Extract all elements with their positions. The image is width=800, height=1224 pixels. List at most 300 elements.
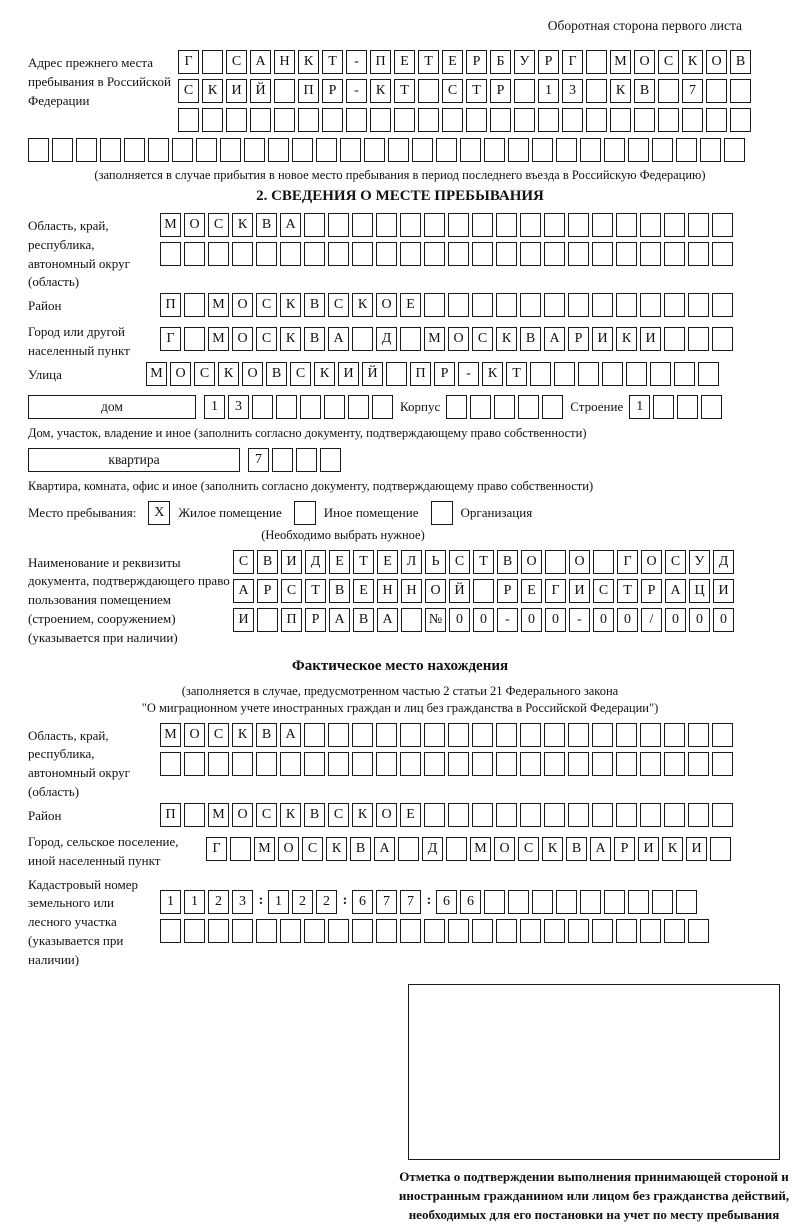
empty-cell xyxy=(616,723,637,747)
empty-cell xyxy=(496,293,517,317)
factual-note-1: (заполняется в случае, предусмотренном частью 2 статьи 21 Федерального закона xyxy=(181,683,619,698)
empty-cell xyxy=(202,108,223,132)
empty-cell xyxy=(592,919,613,943)
char-cell: Р xyxy=(322,79,343,103)
oblast-row-2 xyxy=(160,242,736,266)
empty-cell xyxy=(490,108,511,132)
empty-cell xyxy=(604,890,625,914)
kadastr-row-2 xyxy=(160,919,712,943)
empty-cell xyxy=(677,395,698,419)
char-cell: А xyxy=(280,213,301,237)
empty-cell xyxy=(586,79,607,103)
empty-cell xyxy=(296,448,317,472)
doc-rows xyxy=(233,550,737,637)
prev-address-row-4 xyxy=(28,138,772,162)
prev-address-row-2 xyxy=(178,79,754,103)
empty-cell xyxy=(220,138,241,162)
empty-cell xyxy=(76,138,97,162)
confirmation-stamp-box xyxy=(408,984,780,1160)
char-cell: М xyxy=(470,837,491,861)
char-cell: В xyxy=(634,79,655,103)
char-cell: Т xyxy=(305,579,326,603)
char-cell: О xyxy=(376,803,397,827)
empty-cell xyxy=(688,919,709,943)
char-cell: Г xyxy=(617,550,638,574)
empty-cell xyxy=(412,138,433,162)
char-cell: О xyxy=(232,327,253,351)
empty-cell xyxy=(28,138,49,162)
stamp-area xyxy=(390,984,798,1224)
empty-cell xyxy=(554,362,575,386)
char-cell: 0 xyxy=(545,608,566,632)
empty-cell xyxy=(256,242,277,266)
ulitsa-label: Улица xyxy=(28,366,62,382)
empty-cell xyxy=(530,362,551,386)
char-cell: Р xyxy=(434,362,455,386)
prev-address-row-3 xyxy=(178,108,754,132)
empty-cell xyxy=(688,803,709,827)
empty-cell xyxy=(616,293,637,317)
empty-cell xyxy=(424,242,445,266)
empty-cell xyxy=(400,242,421,266)
prev-address-note: (заполняется в случае прибытия в новое место пребывания в период последнего въезда в Российскую Федерацию) xyxy=(94,168,706,182)
char-cell: Т xyxy=(353,550,374,574)
empty-cell xyxy=(376,242,397,266)
empty-cell xyxy=(518,395,539,419)
char-cell: Д xyxy=(713,550,734,574)
char-cell: С xyxy=(328,803,349,827)
empty-cell xyxy=(520,919,541,943)
oblast-label: Область, край, республика, автономный округ (область) xyxy=(28,217,130,290)
empty-cell xyxy=(448,723,469,747)
empty-cell xyxy=(640,803,661,827)
empty-cell xyxy=(674,362,695,386)
empty-cell xyxy=(484,890,505,914)
empty-cell xyxy=(400,723,421,747)
empty-cell xyxy=(472,293,493,317)
empty-cell xyxy=(484,138,505,162)
empty-cell xyxy=(230,837,251,861)
kvartira-note: Квартира, комната, офис и иное (заполнить согласно документу, подтверждающему право собственности) xyxy=(28,478,594,493)
char-cell: О xyxy=(425,579,446,603)
char-cell: П xyxy=(160,803,181,827)
empty-cell xyxy=(712,293,733,317)
char-cell: А xyxy=(250,50,271,74)
char-cell: 0 xyxy=(617,608,638,632)
empty-cell xyxy=(616,242,637,266)
char-cell: К xyxy=(232,723,253,747)
char-cell: Т xyxy=(418,50,439,74)
char-cell: О xyxy=(170,362,191,386)
empty-cell xyxy=(320,448,341,472)
raion-label: Район xyxy=(28,298,62,314)
empty-cell xyxy=(376,919,397,943)
empty-cell xyxy=(160,752,181,776)
empty-cell xyxy=(304,213,325,237)
empty-cell xyxy=(448,919,469,943)
char-cell: М xyxy=(610,50,631,74)
char-cell: - xyxy=(346,79,367,103)
empty-cell xyxy=(610,108,631,132)
page-title: Оборотная сторона первого листа xyxy=(547,18,742,33)
empty-cell xyxy=(226,108,247,132)
empty-cell xyxy=(276,395,297,419)
empty-cell xyxy=(730,79,751,103)
char-cell: И xyxy=(226,79,247,103)
char-cell: К xyxy=(482,362,503,386)
char-cell: И xyxy=(569,579,590,603)
char-cell: - xyxy=(458,362,479,386)
char-cell: 1 xyxy=(184,890,205,914)
char-cell: В xyxy=(497,550,518,574)
stroenie-cells xyxy=(629,395,725,419)
empty-cell xyxy=(400,327,421,351)
char-cell: П xyxy=(370,50,391,74)
empty-cell xyxy=(274,108,295,132)
char-cell: М xyxy=(208,327,229,351)
char-cell: К xyxy=(352,293,373,317)
empty-cell xyxy=(460,138,481,162)
char-cell: В xyxy=(266,362,287,386)
char-cell: С xyxy=(233,550,254,574)
char-cell: С xyxy=(256,803,277,827)
char-cell: К xyxy=(326,837,347,861)
char-cell: Е xyxy=(394,50,415,74)
char-cell: В xyxy=(256,723,277,747)
empty-cell xyxy=(124,138,145,162)
empty-cell xyxy=(448,803,469,827)
empty-cell xyxy=(328,752,349,776)
factual-raion-label: Район xyxy=(28,807,62,823)
kvartira-row xyxy=(28,448,772,477)
char-cell: К xyxy=(496,327,517,351)
empty-cell xyxy=(676,890,697,914)
empty-cell xyxy=(568,752,589,776)
empty-cell xyxy=(562,108,583,132)
empty-cell xyxy=(568,213,589,237)
char-cell: Р xyxy=(538,50,559,74)
empty-cell xyxy=(592,752,613,776)
empty-cell xyxy=(208,242,229,266)
doc-block xyxy=(28,550,772,648)
char-cell: 2 xyxy=(292,890,313,914)
empty-cell xyxy=(544,919,565,943)
empty-cell xyxy=(300,395,321,419)
char-cell: В xyxy=(730,50,751,74)
char-cell: М xyxy=(146,362,167,386)
empty-cell xyxy=(196,138,217,162)
char-cell: У xyxy=(689,550,710,574)
char-cell: Д xyxy=(422,837,443,861)
empty-cell xyxy=(328,723,349,747)
empty-cell xyxy=(532,890,553,914)
empty-cell xyxy=(712,803,733,827)
empty-cell xyxy=(401,608,422,632)
prev-address-block xyxy=(28,50,772,137)
empty-cell xyxy=(496,919,517,943)
char-cell: А xyxy=(377,608,398,632)
factual-oblast-rows xyxy=(160,723,736,781)
empty-cell xyxy=(604,138,625,162)
empty-cell xyxy=(568,723,589,747)
char-cell: Р xyxy=(614,837,635,861)
empty-cell xyxy=(545,550,566,574)
empty-cell xyxy=(292,138,313,162)
stamp-note: Отметка о подтверждении выполнения принимающей стороной и иностранным гражданином или лицом без гражданства действий, необходимых для его постановки на учет по месту пребывания xyxy=(398,1168,790,1222)
inoe-label: Иное помещение xyxy=(323,504,419,520)
empty-cell xyxy=(712,242,733,266)
char-cell: О xyxy=(569,550,590,574)
char-cell: К xyxy=(682,50,703,74)
empty-cell xyxy=(514,79,535,103)
doc-row-1 xyxy=(233,550,737,574)
char-cell: Т xyxy=(466,79,487,103)
empty-cell xyxy=(640,242,661,266)
empty-cell xyxy=(640,723,661,747)
kvartira-box: квартира xyxy=(28,448,240,472)
dom-row xyxy=(28,395,772,424)
char-cell: С xyxy=(518,837,539,861)
empty-cell xyxy=(316,138,337,162)
zhiloe-label: Жилое помещение xyxy=(178,504,282,520)
char-cell: Й xyxy=(449,579,470,603)
empty-cell xyxy=(388,138,409,162)
char-cell: О xyxy=(706,50,727,74)
empty-cell xyxy=(418,108,439,132)
char-cell: П xyxy=(410,362,431,386)
empty-cell xyxy=(568,803,589,827)
doc-row-3 xyxy=(233,608,737,632)
empty-cell xyxy=(250,108,271,132)
empty-cell xyxy=(688,213,709,237)
char-cell: А xyxy=(544,327,565,351)
char-cell: Р xyxy=(490,79,511,103)
empty-cell xyxy=(52,138,73,162)
dom-cells xyxy=(204,395,396,419)
kadastr-label: Кадастровый номер земельного или лесного участка (указывается при наличии) xyxy=(28,876,139,967)
char-cell: К xyxy=(218,362,239,386)
empty-cell xyxy=(496,242,517,266)
char-cell: С xyxy=(178,79,199,103)
empty-cell xyxy=(496,723,517,747)
empty-cell xyxy=(232,752,253,776)
empty-cell xyxy=(538,108,559,132)
char-cell: М xyxy=(160,213,181,237)
empty-cell xyxy=(184,803,205,827)
empty-cell xyxy=(628,890,649,914)
char-cell: С xyxy=(658,50,679,74)
empty-cell xyxy=(352,752,373,776)
empty-cell xyxy=(650,362,671,386)
empty-cell xyxy=(400,919,421,943)
char-cell: Р xyxy=(568,327,589,351)
char-cell: И xyxy=(338,362,359,386)
empty-cell xyxy=(352,327,373,351)
char-cell: Е xyxy=(329,550,350,574)
empty-cell xyxy=(424,919,445,943)
empty-cell xyxy=(252,395,273,419)
char-cell: Е xyxy=(400,803,421,827)
empty-cell xyxy=(556,890,577,914)
char-cell: - xyxy=(569,608,590,632)
empty-cell xyxy=(148,138,169,162)
empty-cell xyxy=(364,138,385,162)
empty-cell xyxy=(544,242,565,266)
korpus-label: Корпус xyxy=(400,398,441,414)
empty-cell xyxy=(232,242,253,266)
empty-cell xyxy=(653,395,674,419)
empty-cell xyxy=(544,293,565,317)
empty-cell xyxy=(658,79,679,103)
char-cell: 1 xyxy=(160,890,181,914)
empty-cell xyxy=(184,919,205,943)
empty-cell xyxy=(352,919,373,943)
empty-cell xyxy=(448,213,469,237)
char-cell: Р xyxy=(305,608,326,632)
char-cell: Й xyxy=(250,79,271,103)
empty-cell xyxy=(532,138,553,162)
empty-cell xyxy=(352,242,373,266)
char-cell: 3 xyxy=(228,395,249,419)
factual-oblast-row-1 xyxy=(160,723,736,747)
char-cell: К xyxy=(280,327,301,351)
char-cell: К xyxy=(662,837,683,861)
oblast-rows xyxy=(160,213,736,271)
empty-cell xyxy=(208,919,229,943)
empty-cell xyxy=(446,395,467,419)
empty-cell xyxy=(280,242,301,266)
empty-cell xyxy=(520,293,541,317)
char-cell: С xyxy=(256,327,277,351)
char-cell: С xyxy=(302,837,323,861)
empty-cell xyxy=(328,919,349,943)
empty-cell xyxy=(664,752,685,776)
empty-cell xyxy=(701,395,722,419)
empty-cell xyxy=(514,108,535,132)
char-cell: К xyxy=(370,79,391,103)
empty-cell xyxy=(616,752,637,776)
dom-box: дом xyxy=(28,395,196,419)
char-cell: 3 xyxy=(232,890,253,914)
char-cell: Т xyxy=(394,79,415,103)
empty-cell xyxy=(634,108,655,132)
empty-cell xyxy=(442,108,463,132)
char-cell: 3 xyxy=(562,79,583,103)
gorod-block xyxy=(28,323,772,361)
char-cell: 7 xyxy=(248,448,269,472)
empty-cell xyxy=(640,752,661,776)
gorod-label: Город или другой населенный пункт xyxy=(28,324,130,359)
empty-cell xyxy=(586,50,607,74)
empty-cell xyxy=(616,803,637,827)
empty-cell xyxy=(544,752,565,776)
empty-cell xyxy=(520,213,541,237)
empty-cell xyxy=(340,138,361,162)
char-cell: У xyxy=(514,50,535,74)
char-cell: В xyxy=(304,803,325,827)
empty-cell xyxy=(626,362,647,386)
empty-cell xyxy=(376,752,397,776)
char-cell: И xyxy=(713,579,734,603)
empty-cell xyxy=(372,395,393,419)
char-cell: Т xyxy=(506,362,527,386)
empty-cell xyxy=(592,293,613,317)
empty-cell xyxy=(544,213,565,237)
colon-separator: : xyxy=(426,892,432,908)
empty-cell xyxy=(472,213,493,237)
char-cell: О xyxy=(641,550,662,574)
empty-cell xyxy=(592,213,613,237)
char-cell: Т xyxy=(617,579,638,603)
empty-cell xyxy=(640,293,661,317)
empty-cell xyxy=(304,242,325,266)
char-cell: / xyxy=(641,608,662,632)
char-cell: О xyxy=(242,362,263,386)
prev-address-row-1 xyxy=(178,50,754,74)
empty-cell xyxy=(268,138,289,162)
empty-cell xyxy=(508,138,529,162)
char-cell: 2 xyxy=(208,890,229,914)
empty-cell xyxy=(256,919,277,943)
empty-cell xyxy=(658,108,679,132)
checkbox-inoe xyxy=(294,501,316,525)
empty-cell xyxy=(394,108,415,132)
empty-cell xyxy=(352,723,373,747)
empty-cell xyxy=(280,752,301,776)
empty-cell xyxy=(616,213,637,237)
empty-cell xyxy=(184,293,205,317)
factual-oblast-label: Область, край, республика, автономный округ (область) xyxy=(28,727,130,800)
char-cell: П xyxy=(281,608,302,632)
char-cell: Н xyxy=(274,50,295,74)
char-cell: В xyxy=(329,579,350,603)
empty-cell xyxy=(664,723,685,747)
char-cell: О xyxy=(232,803,253,827)
factual-gorod-label: Город, сельское поселение, иной населенный пункт xyxy=(28,833,179,868)
char-cell: Т xyxy=(473,550,494,574)
empty-cell xyxy=(208,752,229,776)
char-cell: 0 xyxy=(449,608,470,632)
char-cell: К xyxy=(280,293,301,317)
char-cell: С xyxy=(328,293,349,317)
char-cell: 7 xyxy=(376,890,397,914)
char-cell: - xyxy=(497,608,518,632)
kadastr-row-1 xyxy=(160,872,712,914)
char-cell: С xyxy=(281,579,302,603)
empty-cell xyxy=(272,448,293,472)
char-cell: О xyxy=(184,723,205,747)
empty-cell xyxy=(730,108,751,132)
char-cell: С xyxy=(665,550,686,574)
char-cell: 6 xyxy=(460,890,481,914)
char-cell: 7 xyxy=(682,79,703,103)
char-cell: И xyxy=(638,837,659,861)
empty-cell xyxy=(664,803,685,827)
empty-cell xyxy=(544,803,565,827)
char-cell: А xyxy=(328,327,349,351)
empty-cell xyxy=(304,752,325,776)
empty-cell xyxy=(322,108,343,132)
char-cell: Ь xyxy=(425,550,446,574)
char-cell: 7 xyxy=(400,890,421,914)
empty-cell xyxy=(100,138,121,162)
char-cell: И xyxy=(686,837,707,861)
char-cell: Р xyxy=(641,579,662,603)
empty-cell xyxy=(640,213,661,237)
empty-cell xyxy=(592,242,613,266)
char-cell: А xyxy=(590,837,611,861)
empty-cell xyxy=(328,242,349,266)
